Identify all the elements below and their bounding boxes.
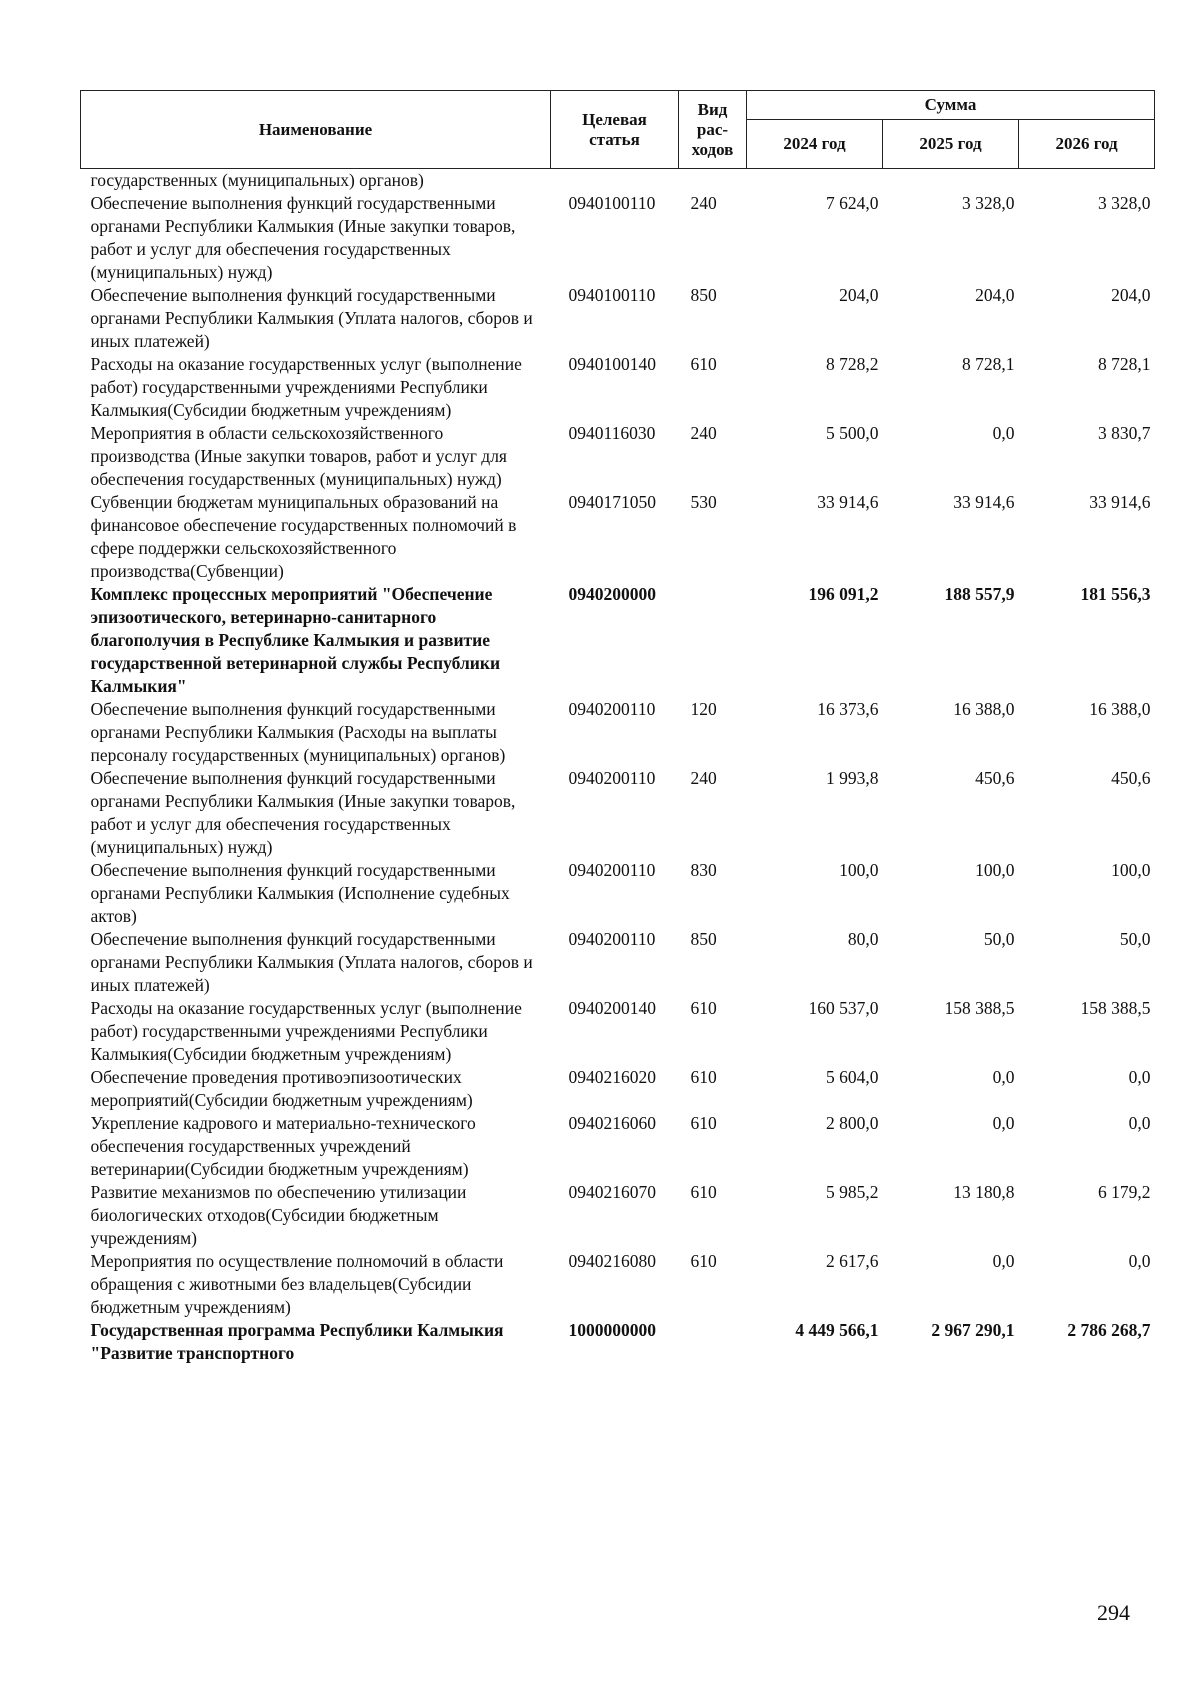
row-sum-2025: 0,0 [992,1113,1015,1133]
row-sum-2024: 160 537,0 [808,998,879,1018]
row-target-article: 0940200110 [568,860,656,880]
column-header-2025: 2025 год [883,120,1019,169]
table-row [81,997,1155,1066]
row-name: государственных (муниципальных) органов) [90,170,424,190]
table-row [81,422,1155,491]
row-expense-type: 240 [690,768,717,788]
table-row [81,491,1155,583]
row-sum-2024: 33 914,6 [817,492,879,512]
row-target-article: 0940100110 [568,193,656,213]
row-sum-2026: 450,6 [1111,768,1151,788]
table-row [81,1066,1155,1112]
row-sum-2026: 181 556,3 [1080,584,1151,604]
table-row [81,169,1155,193]
row-target-article: 0940200140 [568,998,656,1018]
row-sum-2025: 158 388,5 [944,998,1015,1018]
row-target-article: 0940200000 [568,584,656,604]
row-sum-2024: 5 604,0 [826,1067,879,1087]
row-name: Обеспечение выполнения функций государственными органами Республики Калмыкия (Иные закупки товаров, работ и услуг для обеспечения государственных (муниципальных) нужд) [90,193,516,282]
row-target-article: 0940216070 [568,1182,656,1202]
row-sum-2024: 16 373,6 [817,699,879,719]
row-sum-2025: 100,0 [975,860,1015,880]
column-header-2026: 2026 год [1019,120,1155,169]
row-expense-type: 530 [690,492,717,512]
row-sum-2026: 100,0 [1111,860,1151,880]
row-name: Укрепление кадрового и материально-технического обеспечения государственных учреждений ветеринарии(Субсидии бюджетным учреждениям) [90,1113,476,1179]
row-sum-2024: 8 728,2 [826,354,879,374]
table-row [81,1319,1155,1365]
row-sum-2026: 50,0 [1119,929,1151,949]
row-sum-2025: 0,0 [992,1251,1015,1271]
row-target-article: 1000000000 [568,1320,656,1340]
table-row [81,1112,1155,1181]
row-expense-type: 120 [690,699,717,719]
row-sum-2026 [1019,169,1155,193]
row-name: Расходы на оказание государственных услуг (выполнение работ) государственными учреждениями Республики Калмыкия(Субсидии бюджетным учреждениям) [90,998,522,1064]
row-name: Государственная программа Республики Калмыкия "Развитие транспортного [90,1320,504,1363]
row-sum-2026: 3 830,7 [1098,423,1151,443]
row-target-article: 0940200110 [568,699,656,719]
table-row [81,928,1155,997]
row-sum-2024 [747,169,883,193]
row-sum-2026: 6 179,2 [1098,1182,1151,1202]
row-sum-2026: 8 728,1 [1098,354,1151,374]
row-target-article: 0940200110 [568,768,656,788]
page-number: 294 [1097,1600,1130,1625]
row-sum-2025: 450,6 [975,768,1015,788]
row-sum-2025: 33 914,6 [953,492,1015,512]
row-expense-type: 610 [690,354,717,374]
row-name: Субвенции бюджетам муниципальных образований на финансовое обеспечение государственных полномочий в сфере поддержки сельскохозяйственного производства(Субвенции) [90,492,517,581]
row-sum-2024: 196 091,2 [808,584,879,604]
row-target-article: 0940100140 [568,354,656,374]
row-sum-2024: 5 985,2 [826,1182,879,1202]
row-name: Обеспечение выполнения функций государственными органами Республики Калмыкия (Расходы на выплаты персоналу государственных (муниципальных) органов) [90,699,506,765]
row-sum-2025: 2 967 290,1 [931,1320,1015,1340]
row-expense-type: 610 [690,1182,717,1202]
table-row [81,1250,1155,1319]
row-target-article: 0940116030 [568,423,656,443]
row-sum-2025: 188 557,9 [944,584,1015,604]
row-sum-2024: 2 800,0 [826,1113,879,1133]
row-sum-2025: 0,0 [992,423,1015,443]
row-sum-2024: 5 500,0 [826,423,879,443]
column-header-name: Наименование [81,91,551,169]
row-expense-type: 610 [690,1113,717,1133]
table-header [81,91,1155,169]
row-name: Комплекс процессных мероприятий "Обеспечение эпизоотического, ветеринарно-санитарного благополучия в Республике Калмыкия и развитие государственной ветеринарной службы Республики Калмыкия" [90,584,501,696]
row-sum-2026: 2 786 268,7 [1067,1320,1151,1340]
table-row [81,1181,1155,1250]
row-sum-2024: 1 993,8 [826,768,879,788]
row-sum-2026: 204,0 [1111,285,1151,305]
row-target-article [551,169,679,193]
row-sum-2026: 16 388,0 [1089,699,1151,719]
row-target-article: 0940216060 [568,1113,656,1133]
row-sum-2025: 13 180,8 [953,1182,1015,1202]
row-expense-type [679,1319,747,1365]
row-expense-type: 610 [690,998,717,1018]
table-row [81,767,1155,859]
row-sum-2024: 204,0 [839,285,879,305]
row-sum-2024: 80,0 [847,929,879,949]
row-sum-2026: 0,0 [1128,1251,1151,1271]
row-name: Мероприятия в области сельскохозяйственного производства (Иные закупки товаров, работ и услуг для обеспечения государственных (муниципальных) нужд) [90,423,507,489]
table-row [81,192,1155,284]
column-header-2024: 2024 год [747,120,883,169]
row-name: Обеспечение проведения противоэпизоотических мероприятий(Субсидии бюджетным учреждениям) [90,1067,473,1110]
row-expense-type: 850 [690,285,717,305]
row-sum-2025: 3 328,0 [962,193,1015,213]
table-body [81,169,1155,1366]
row-sum-2024: 2 617,6 [826,1251,879,1271]
row-target-article: 0940171050 [568,492,656,512]
table-row [81,698,1155,767]
table-row [81,284,1155,353]
row-expense-type: 830 [690,860,717,880]
budget-table [80,90,1155,1365]
row-sum-2026: 3 328,0 [1098,193,1151,213]
row-expense-type [679,169,747,193]
row-sum-2024: 4 449 566,1 [795,1320,879,1340]
row-target-article: 0940216080 [568,1251,656,1271]
row-sum-2025 [883,169,1019,193]
row-expense-type: 240 [690,193,717,213]
row-expense-type: 850 [690,929,717,949]
row-sum-2025: 8 728,1 [962,354,1015,374]
row-expense-type: 240 [690,423,717,443]
row-sum-2025: 50,0 [983,929,1015,949]
row-sum-2026: 33 914,6 [1089,492,1151,512]
row-name: Обеспечение выполнения функций государственными органами Республики Калмыкия (Уплата налогов, сборов и иных платежей) [90,285,533,351]
column-header-expense-type: Вид рас-ходов [679,91,747,169]
row-name: Обеспечение выполнения функций государственными органами Республики Калмыкия (Иные закупки товаров, работ и услуг для обеспечения государственных (муниципальных) нужд) [90,768,516,857]
row-name: Развитие механизмов по обеспечению утилизации биологических отходов(Субсидии бюджетным учреждениям) [90,1182,467,1248]
column-header-sum: Сумма [747,91,1155,120]
row-sum-2026: 158 388,5 [1080,998,1151,1018]
row-sum-2025: 0,0 [992,1067,1015,1087]
row-sum-2024: 100,0 [839,860,879,880]
row-expense-type: 610 [690,1251,717,1271]
row-name: Расходы на оказание государственных услуг (выполнение работ) государственными учреждениями Республики Калмыкия(Субсидии бюджетным учреждениям) [90,354,522,420]
row-target-article: 0940216020 [568,1067,656,1087]
table-row [81,353,1155,422]
table-row [81,583,1155,698]
row-target-article: 0940200110 [568,929,656,949]
table-row [81,859,1155,928]
row-sum-2026: 0,0 [1128,1113,1151,1133]
row-target-article: 0940100110 [568,285,656,305]
column-header-target-article: Целевая статья [551,91,679,169]
row-name: Мероприятия по осуществление полномочий в области обращения с животными без владельцев(Субсидии бюджетным учреждениям) [90,1251,504,1317]
row-expense-type [679,583,747,698]
row-expense-type: 610 [690,1067,717,1087]
budget-document [80,90,1155,1365]
row-sum-2024: 7 624,0 [826,193,879,213]
row-name: Обеспечение выполнения функций государственными органами Республики Калмыкия (Уплата налогов, сборов и иных платежей) [90,929,533,995]
row-name: Обеспечение выполнения функций государственными органами Республики Калмыкия (Исполнение судебных актов) [90,860,510,926]
row-sum-2026: 0,0 [1128,1067,1151,1087]
row-sum-2025: 204,0 [975,285,1015,305]
row-sum-2025: 16 388,0 [953,699,1015,719]
